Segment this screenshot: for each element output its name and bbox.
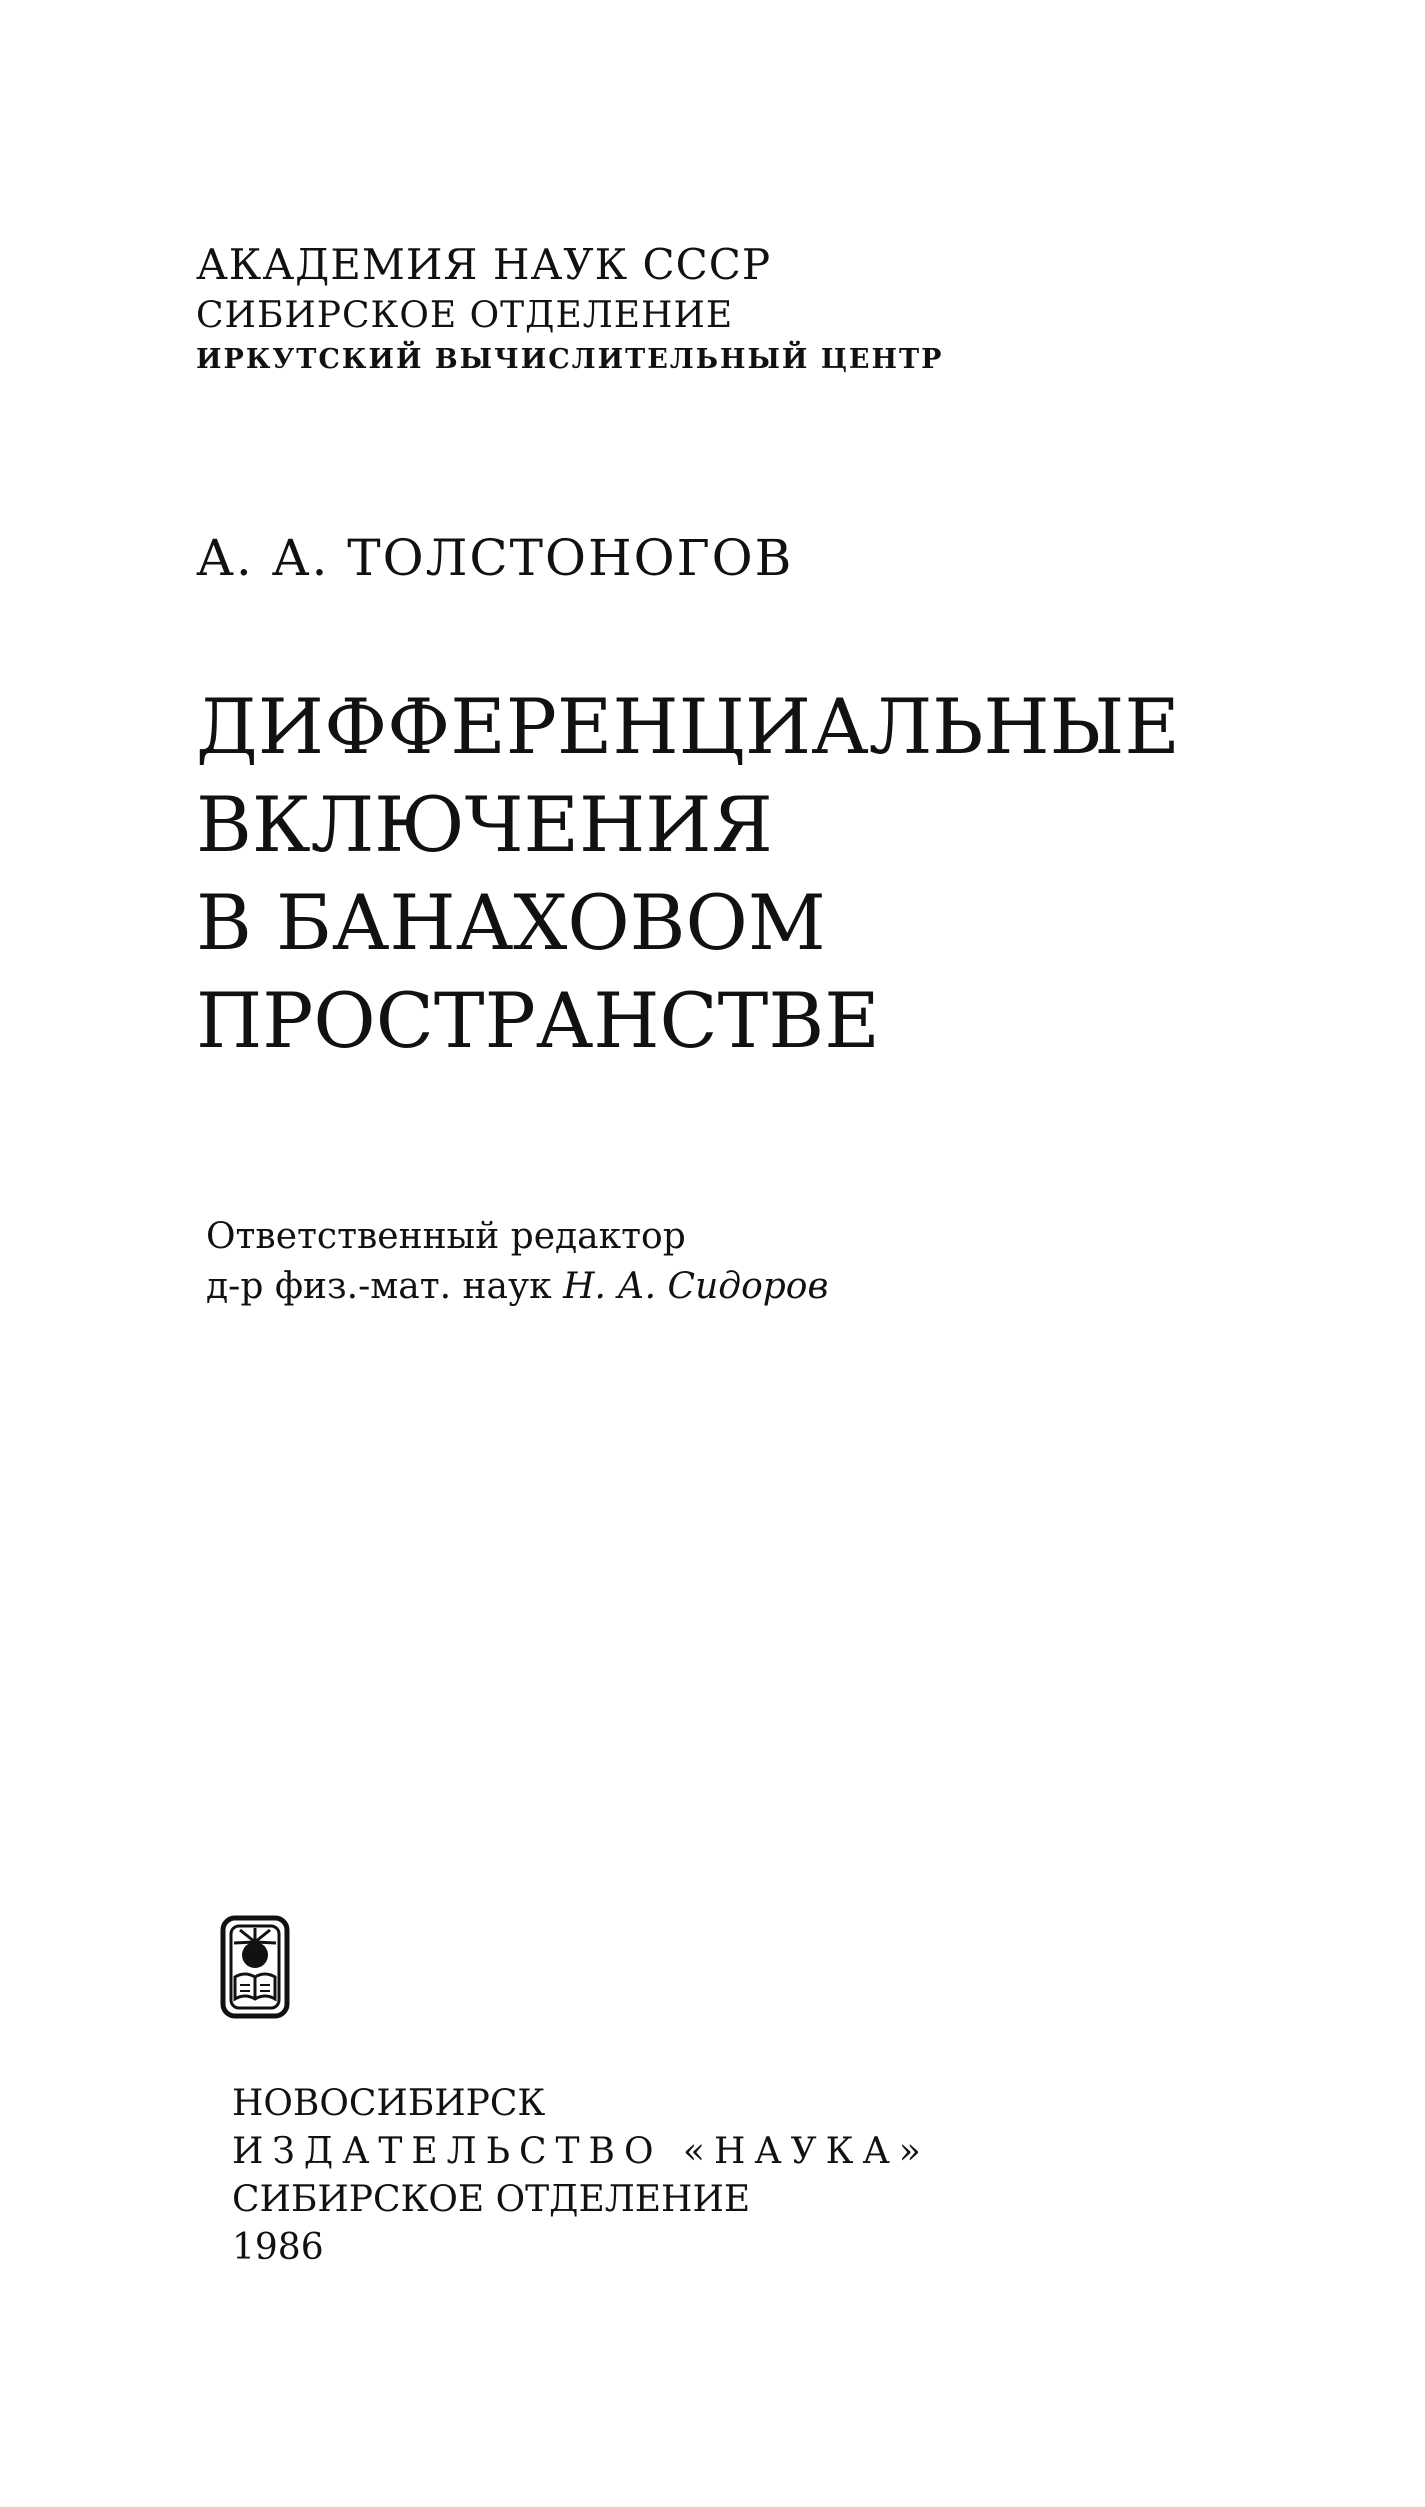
institution-academy: АКАДЕМИЯ НАУК СССР xyxy=(196,240,772,289)
publisher-house: ИЗДАТЕЛЬСТВО «НАУКА» xyxy=(232,2131,930,2172)
publication-year: 1986 xyxy=(232,2227,324,2268)
title-line: ДИФФЕРЕНЦИАЛЬНЫЕ xyxy=(196,682,1180,771)
publisher-imprint xyxy=(232,2080,930,2272)
title-line: В БАНАХОВОМ xyxy=(196,878,826,967)
publisher-branch: СИБИРСКОЕ ОТДЕЛЕНИЕ xyxy=(232,2179,751,2220)
institution-branch: СИБИРСКОЕ ОТДЕЛЕНИЕ xyxy=(196,295,734,336)
publisher-emblem-icon xyxy=(220,1915,290,2019)
editor-role: Ответственный редактор xyxy=(206,1216,686,1257)
title-line: ПРОСТРАНСТВЕ xyxy=(196,976,880,1065)
publisher-city: НОВОСИБИРСК xyxy=(232,2083,546,2124)
editor-name: Н. А. Сидоров xyxy=(563,1266,829,1307)
institution-center: ИРКУТСКИЙ ВЫЧИСЛИТЕЛЬНЫЙ ЦЕНТР xyxy=(196,344,944,375)
book-title xyxy=(196,678,1180,1070)
editor-line xyxy=(206,1262,828,1312)
author-name: А. А. ТОЛСТОНОГОВ xyxy=(196,529,794,587)
editor-credit xyxy=(206,1212,828,1312)
editor-degree: д-р физ.-мат. наук xyxy=(206,1266,552,1307)
title-line: ВКЛЮЧЕНИЯ xyxy=(196,780,773,869)
